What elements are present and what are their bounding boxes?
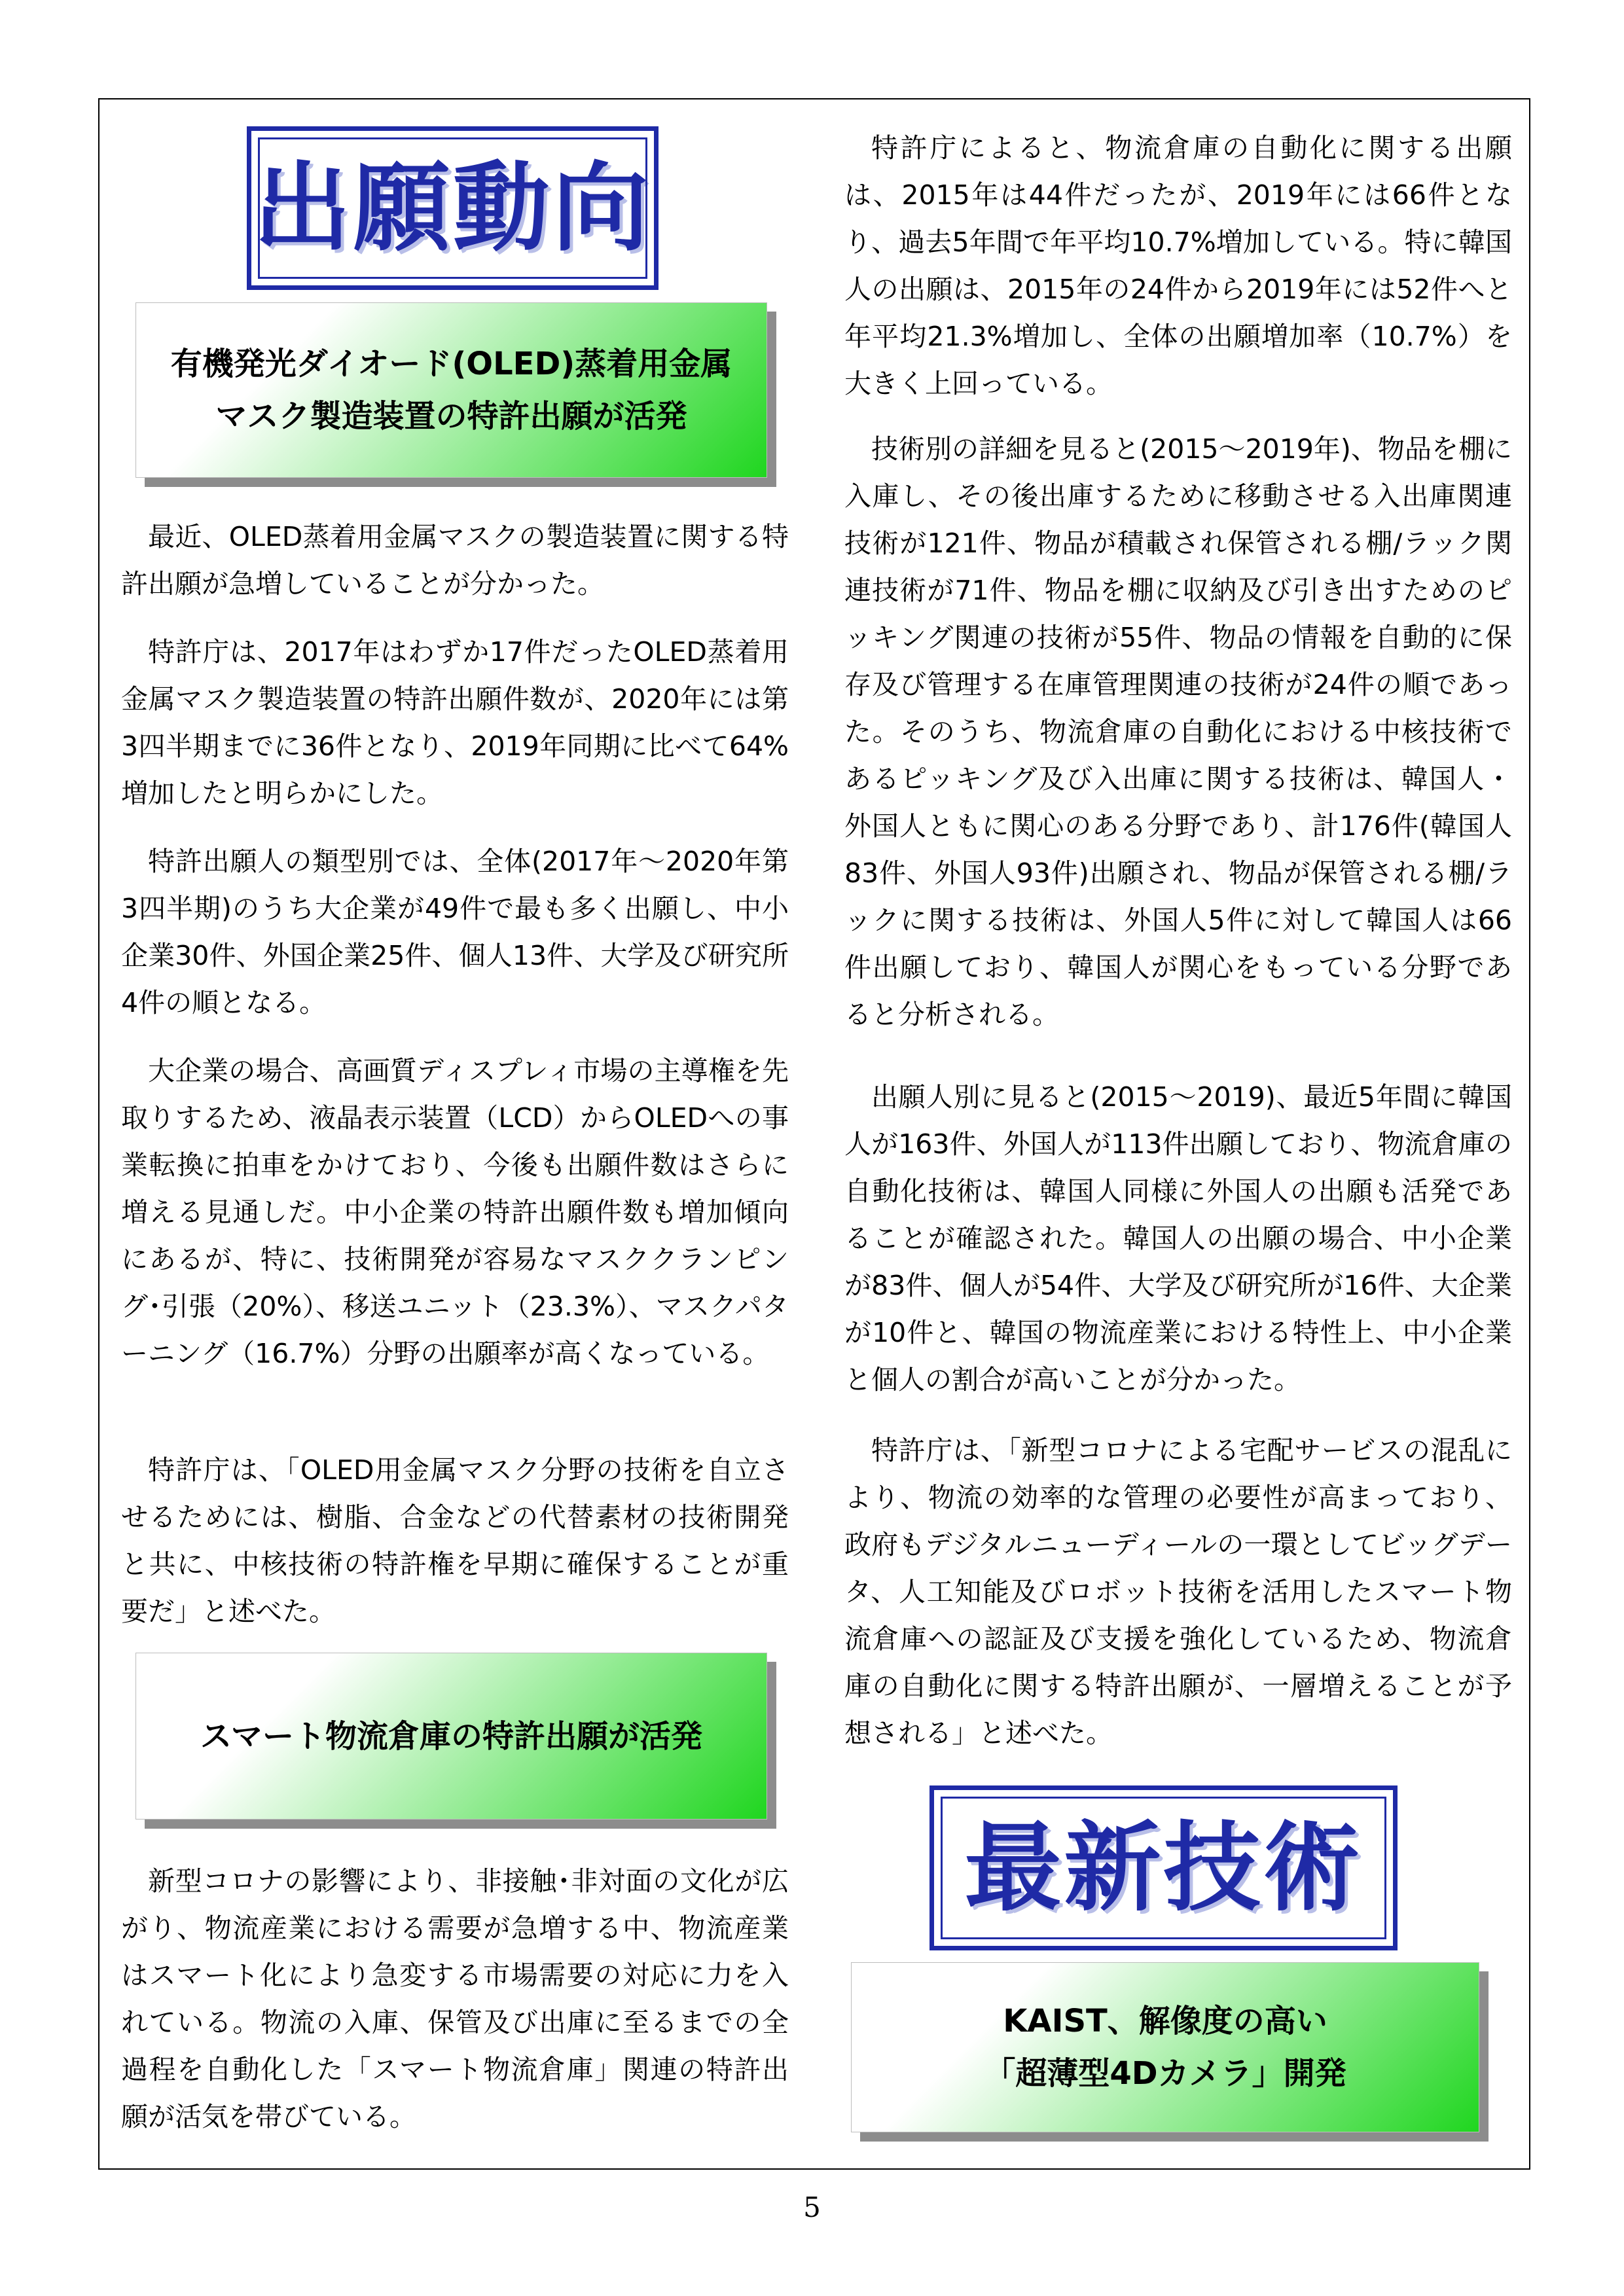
article3-headline-line1: KAIST、解像度の高い [1003, 2003, 1327, 2039]
article1-paragraph: 特許庁は、2017年はわずか17件だったOLED蒸着用金属マスク製造装置の特許出願件数が、2020年には第3四半期までに36件となり、2019年同期に比べて64%増加したと明らかにした。 [121, 636, 789, 809]
article1-paragraph: 特許出願人の類型別では、全体(2017年～2020年第3四半期)のうち大企業が49件で最も多く出願し、中小企業30件、外国企業25件、個人13件、大学及び研究所4件の順となる。 [121, 846, 789, 1018]
section-stamp-latest-tech [929, 1785, 1398, 1950]
section-stamp-text: 最新技術 [964, 1812, 1363, 1924]
article2-headline [135, 1653, 767, 1820]
section-stamp-text: 出願動向 [253, 152, 652, 264]
article2-paragraph: 新型コロナの影響により、非接触･非対面の文化が広がり、物流産業における需要が急増する中、物流産業はスマート化により急変する市場需要の対応に力を入れている。物流の入庫、保管及び出庫に至るまでの全過程を自動化した「スマート物流倉庫」関連の特許出願が活気を帯びている。 [121, 1865, 789, 2132]
article2-paragraph: 特許庁は、「新型コロナによる宅配サービスの混乱により、物流の効率的な管理の必要性が高まっており、政府もデジタルニューディールの一環としてビッグデータ、人工知能及びロボット技術を活用したスマート物流倉庫への認証及び支援を強化しているため、物流倉庫の自動化に関する特許出願が、一層増えることが予想される」と述べた。 [844, 1435, 1512, 1749]
article2-paragraph: 特許庁によると、物流倉庫の自動化に関する出願は、2015年は44件だったが、2019年には66件となり、過去5年間で年平均10.7%増加している。特に韓国人の出願は、2015年の24件から2019年には52件へと年平均21.3%増加し、全体の出願増加率（10.7%）を大きく上回っている。 [844, 132, 1512, 399]
page-number: 5 [803, 2191, 821, 2223]
article1-paragraph: 最近、OLED蒸着用金属マスクの製造装置に関する特許出願が急増していることが分かった。 [121, 521, 789, 600]
article2-headline-text: スマート物流倉庫の特許出願が活発 [200, 1717, 703, 1755]
article3-headline [851, 1962, 1479, 2132]
article1-paragraph: 大企業の場合、高画質ディスプレィ市場の主導権を先取りするため、液晶表示装置（LCD）からOLEDへの事業転換に拍車をかけており、今後も出願件数はさらに増える見通しだ。中小企業の特許出願件数も増加傾向にあるが、特に、技術開発が容易なマスククランピング･引張（20%）、移送ユニット（23.3%）、マスクパターニング（16.7%）分野の出願率が高くなっている。 [121, 1055, 789, 1369]
article1-headline-line1: 有機発光ダイオード(OLED)蒸着用金属 [170, 346, 732, 382]
section-stamp-applications [247, 126, 659, 290]
article2-paragraph: 出願人別に見ると(2015～2019)、最近5年間に韓国人が163件、外国人が113件出願しており、物流倉庫の自動化技術は、韓国人同様に外国人の出願も活発であることが確認された。韓国人の出願の場合、中小企業が83件、個人が54件、大学及び研究所が16件、大企業が10件と、韓国の物流産業における特性上、中小企業と個人の割合が高いことが分かった。 [844, 1081, 1512, 1395]
article1-paragraph: 特許庁は、「OLED用金属マスク分野の技術を自立させるためには、樹脂、合金などの代替素材の技術開発と共に、中核技術の特許権を早期に確保することが重要だ」と述べた。 [121, 1454, 789, 1627]
article1-headline [135, 302, 767, 478]
article1-headline-line2: マスク製造装置の特許出願が活発 [215, 398, 687, 435]
article2-paragraph: 技術別の詳細を見ると(2015～2019年)、物品を棚に入庫し、その後出庫するために移動させる入出庫関連技術が121件、物品が積載され保管される棚/ラック関連技術が71件、物品を棚に収納及び引き出すためのピッキング関連の技術が55件、物品の情報を自動的に保存及び管理する在庫管理関連の技術が24件の順であった。そのうち、物流倉庫の自動化における中核技術であるピッキング及び入出庫に関する技術は、韓国人・外国人ともに関心のある分野であり、計176件(韓国人83件、外国人93件)出願され、物品が保管される棚/ラックに関する技術は、外国人5件に対して韓国人は66件出願しており、韓国人が関心をもっている分野であると分析される。 [844, 433, 1512, 1030]
article3-headline-line2: 「超薄型4Dカメラ」開発 [984, 2055, 1346, 2092]
